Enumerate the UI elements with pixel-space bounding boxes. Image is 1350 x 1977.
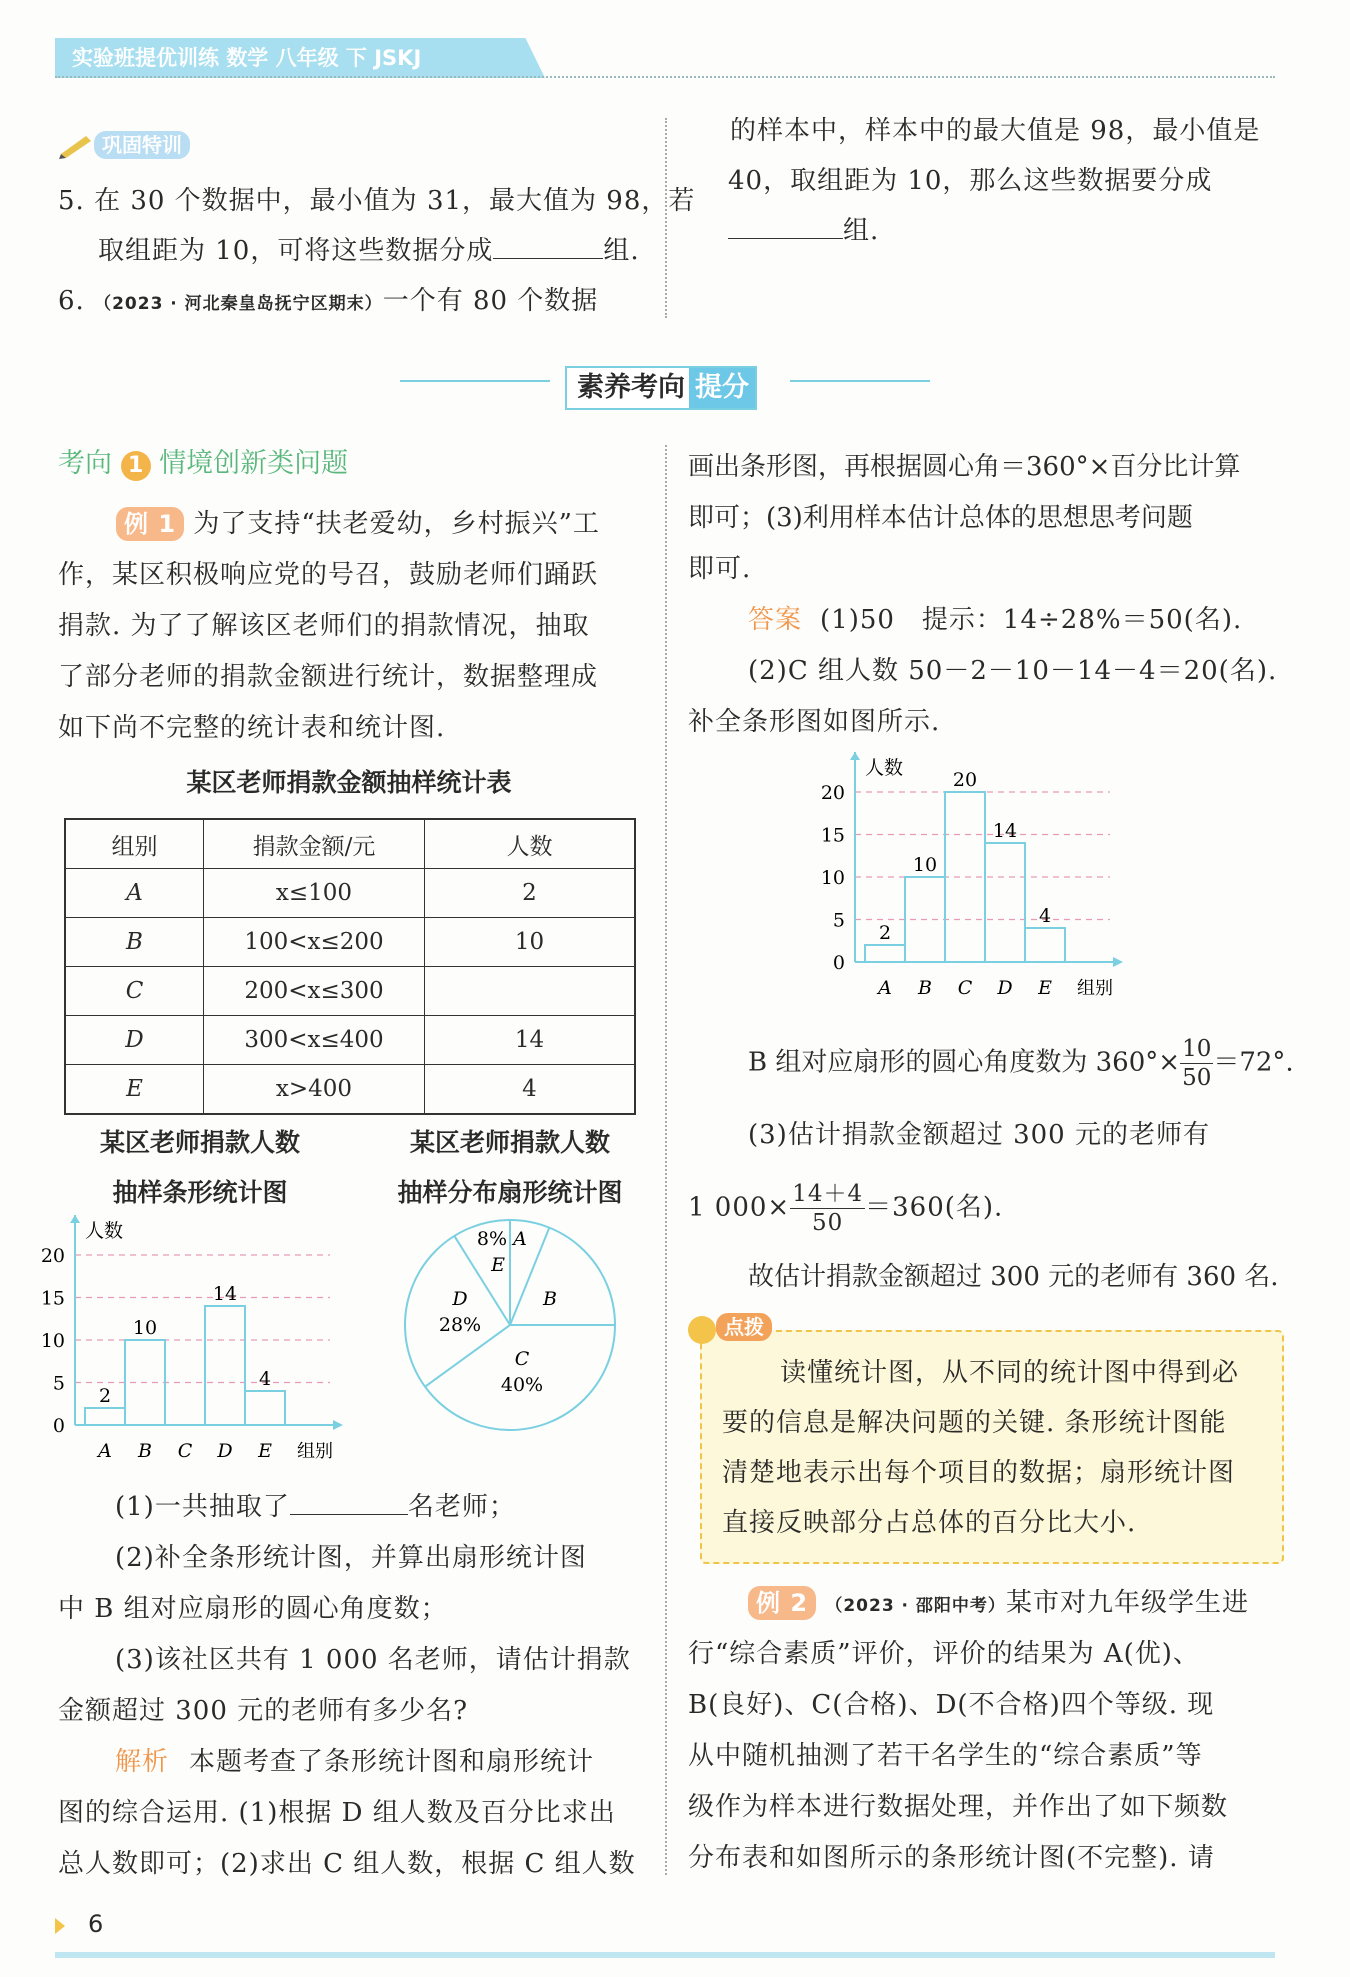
q1-text-end: 名老师； (407, 1492, 516, 1522)
estimate-line (688, 1180, 1003, 1237)
section-title: 情境创新类问题 (159, 448, 349, 479)
banner-line-right (790, 380, 930, 382)
answer-1: (1)50 提示：14÷28%＝50(名). (820, 605, 1243, 635)
q5-answer-blank[interactable] (493, 232, 603, 259)
bar-value-label: 4 (1038, 905, 1052, 927)
header-title: 实验班提优训练 数学 八年级 下 JSKJ (72, 46, 422, 70)
x-axis-label: 组别 (297, 1441, 333, 1462)
bar (85, 1408, 125, 1425)
example1-line1 (58, 499, 600, 549)
analysis-text: 本题考查了条形统计图和扇形统计 (189, 1747, 595, 1777)
example2-line4: 从中随机抽测了若干名学生的“综合素质”等 (688, 1741, 1203, 1771)
x-tick-label: C (957, 977, 973, 999)
section-banner (565, 366, 757, 410)
x-tick-label: C (177, 1440, 193, 1462)
table-cell: A (65, 869, 204, 918)
table-row (65, 869, 635, 918)
table-cell (425, 967, 636, 1016)
example2-source: （2023 · 邵阳中考） (825, 1596, 1006, 1616)
y-tick-label: 0 (52, 1415, 65, 1437)
fraction-denominator: 50 (812, 1210, 844, 1236)
answer-line2: (2)C 组人数 50－2－10－14－4＝20(名). (748, 656, 1278, 686)
answer-3-conclusion: 故估计捐款金额超过 300 元的老师有 360 名. (748, 1262, 1279, 1292)
bar (865, 945, 905, 962)
x-axis-arrow (1113, 957, 1123, 967)
y-tick-label: 5 (52, 1372, 65, 1395)
x-axis-arrow (333, 1420, 343, 1430)
example1-badge: 例 1 (116, 507, 184, 541)
tip-line4: 直接反映部分占总体的百分比大小. (722, 1508, 1137, 1538)
bar-chart-incomplete (30, 1215, 375, 1475)
q2-line2: 中 B 组对应扇形的圆心角度数； (58, 1594, 448, 1624)
answer-label: 答案 (748, 605, 803, 635)
banner-line-left (400, 380, 550, 382)
example1-line4: 了部分老师的捐款金额进行统计，数据整理成 (58, 662, 599, 692)
pie-chart-title-2: 抽样分布扇形统计图 (397, 1178, 623, 1207)
angle-line (748, 1035, 1294, 1092)
table-cell: D (65, 1016, 204, 1065)
q6-number: 6. (58, 286, 85, 316)
table-row (65, 967, 635, 1016)
question-6-line4 (728, 206, 879, 256)
tip-line3: 清楚地表示出每个项目的数据；扇形统计图 (722, 1458, 1236, 1488)
example1-line5: 如下尚不完整的统计表和统计图. (58, 713, 446, 743)
y-tick-label: 15 (40, 1287, 65, 1310)
analysis-cont-line2: 即可；(3)利用样本估计总体的思想思考问题 (688, 503, 1193, 533)
footer-band (55, 1952, 1275, 1958)
analysis-cont-line3: 即可. (688, 554, 752, 584)
pie-chart (395, 1215, 635, 1440)
bar (1025, 928, 1065, 962)
table-cell: C (65, 967, 204, 1016)
estimate-fraction (790, 1180, 865, 1237)
x-tick-label: A (98, 1440, 112, 1462)
y-tick-label: 10 (40, 1330, 65, 1352)
y-tick-label: 5 (832, 909, 845, 932)
q3-line1: (3)该社区共有 1 000 名老师，请估计捐款 (115, 1645, 631, 1675)
bar-value-label: 10 (132, 1317, 158, 1339)
table-cell: 200<x≤300 (204, 967, 425, 1016)
bar-value-label: 20 (952, 769, 978, 791)
table-title: 某区老师捐款金额抽样统计表 (186, 768, 512, 797)
bar-value-label: 2 (878, 922, 892, 944)
angle-text: B 组对应扇形的圆心角度数为 360°× (748, 1047, 1181, 1078)
q6-answer-blank[interactable] (728, 212, 843, 239)
bar-chart-title-2: 抽样条形统计图 (112, 1178, 288, 1207)
analysis-line1 (115, 1737, 594, 1787)
bar-value-label: 14 (212, 1283, 238, 1305)
example2-line2: 行“综合素质”评价，评价的结果为 A(优)、 (688, 1639, 1200, 1669)
answer-line3: 补全条形图如图所示. (688, 707, 941, 737)
q6-text-end: 组. (843, 216, 880, 246)
bar-value-label: 14 (992, 820, 1018, 842)
q6-source: （2023 · 河北秦皇岛抚宁区期末） (94, 294, 383, 314)
example2-badge: 例 2 (748, 1586, 816, 1620)
question-5-line1: 5. 在 30 个数据中，最小值为 31，最大值为 98，若 (58, 186, 696, 216)
page-marker-icon (55, 1918, 65, 1934)
bar-value-label: 10 (912, 854, 938, 876)
stat-table (64, 818, 636, 1115)
example1-line2: 作，某区积极响应党的号召，鼓励老师们踊跃 (58, 560, 599, 590)
y-axis-arrow (850, 752, 860, 760)
pie-percent-label: 40% (500, 1374, 544, 1396)
table-cell: 300<x≤400 (204, 1016, 425, 1065)
q6-text: 一个有 80 个数据 (382, 286, 599, 316)
section-number: 1 (121, 451, 151, 481)
table-cell: x>400 (204, 1065, 425, 1115)
page-number: 6 (88, 1910, 104, 1938)
fraction-numerator: 14＋4 (792, 1181, 864, 1207)
y-tick-label: 20 (40, 1245, 65, 1267)
table-row (65, 1065, 635, 1115)
x-tick-label: E (1038, 977, 1052, 999)
table-cell: 100<x≤200 (204, 918, 425, 967)
q5-text: 取组距为 10，可将这些数据分成 (98, 236, 494, 266)
banner-highlight: 提分 (689, 368, 755, 408)
example1-line3: 捐款. 为了了解该区老师们的捐款情况，抽取 (58, 611, 590, 641)
fraction-numerator: 10 (1182, 1036, 1212, 1062)
x-tick-label: D (217, 1440, 233, 1462)
q1-text: (1)一共抽取了 (115, 1492, 290, 1522)
example2-line1 (748, 1578, 1249, 1631)
q3-line2: 金额超过 300 元的老师有多少名? (58, 1696, 469, 1726)
example1-text: 为了支持“扶老爱幼，乡村振兴”工 (193, 509, 600, 539)
x-tick-label: E (258, 1440, 272, 1462)
pie-percent-label: 8% (476, 1228, 508, 1250)
pie-percent-label: 28% (438, 1314, 482, 1336)
analysis-line2: 图的综合运用. (1)根据 D 组人数及百分比求出 (58, 1798, 616, 1828)
question-6-line3: 40，取组距为 10，那么这些数据要分成 (728, 166, 1213, 196)
bar-chart-complete (810, 752, 1155, 1012)
answer-3-line: (3)估计捐款金额超过 300 元的老师有 (748, 1120, 1210, 1150)
bar-value-label: 2 (98, 1385, 112, 1407)
table-row (65, 918, 635, 967)
x-tick-label: B (138, 1440, 152, 1462)
q2-line1: (2)补全条形统计图，并算出扇形统计图 (115, 1543, 587, 1573)
bar (245, 1391, 285, 1425)
tip-line2: 要的信息是解决问题的关键. 条形统计图能 (722, 1408, 1227, 1438)
estimate-text: 1 000× (688, 1192, 791, 1223)
pie-chart-title-1: 某区老师捐款人数 (409, 1128, 610, 1157)
table-cell: 10 (425, 918, 636, 967)
tip-label-wrap (688, 1313, 772, 1344)
practice-tag-label: 巩固特训 (94, 131, 190, 159)
table-header: 捐款金额/元 (204, 819, 425, 869)
table-cell: B (65, 918, 204, 967)
question-6-line2: 的样本中，样本中的最大值是 98，最小值是 (730, 116, 1261, 146)
example2-line3: B(良好)、C(合格)、D(不合格)四个等级. 现 (688, 1690, 1215, 1720)
pie-slice-label: E (491, 1254, 505, 1276)
bar-value-label: 4 (258, 1368, 272, 1390)
pie-slice-label: A (513, 1228, 527, 1250)
angle-fraction (1180, 1035, 1213, 1092)
tip-label: 点拨 (716, 1313, 772, 1341)
x-tick-label: B (918, 977, 932, 999)
section-label: 考向 (58, 448, 112, 479)
q5-text-end: 组. (603, 236, 640, 266)
y-tick-label: 15 (820, 824, 845, 847)
pie-slice-label: B (543, 1288, 557, 1310)
table-cell: E (65, 1065, 204, 1115)
q1-line (115, 1482, 516, 1532)
example2-text: 某市对九年级学生进 (1005, 1588, 1249, 1618)
angle-result: ＝72°. (1213, 1047, 1294, 1078)
table-cell: 4 (425, 1065, 636, 1115)
y-tick-label: 10 (820, 867, 845, 889)
analysis-cont-line1: 画出条形图，再根据圆心角＝360°×百分比计算 (688, 452, 1241, 482)
header-rule (55, 76, 1275, 78)
table-header-row (65, 819, 635, 869)
table-row (65, 1016, 635, 1065)
x-tick-label: A (878, 977, 892, 999)
pie-slice-label: C (514, 1348, 530, 1370)
pie-slice-label: D (452, 1288, 468, 1310)
y-axis-arrow (70, 1215, 80, 1223)
analysis-label: 解析 (115, 1747, 170, 1777)
tip-line1: 读懂统计图，从不同的统计图中得到必 (780, 1358, 1240, 1388)
example2-line6: 分布表和如图所示的条形统计图(不完整). 请 (688, 1843, 1215, 1873)
table-header: 人数 (425, 819, 636, 869)
question-6-line1 (58, 276, 598, 329)
x-tick-label: D (997, 977, 1013, 999)
answer-line1 (748, 595, 1242, 645)
y-axis-label: 人数 (865, 757, 904, 779)
banner-text: 素养考向 (577, 372, 685, 403)
y-tick-label: 20 (820, 782, 845, 804)
column-divider-2 (665, 445, 667, 1875)
y-axis-label: 人数 (85, 1220, 124, 1242)
x-axis-label: 组别 (1077, 978, 1113, 999)
table-cell: 14 (425, 1016, 636, 1065)
y-tick-label: 0 (832, 952, 845, 974)
q1-answer-blank[interactable] (290, 1488, 408, 1515)
analysis-line3: 总人数即可；(2)求出 C 组人数，根据 C 组人数 (58, 1849, 636, 1879)
table-header: 组别 (65, 819, 204, 869)
bar (985, 843, 1025, 962)
table-cell: 2 (425, 869, 636, 918)
question-5-line2 (98, 226, 640, 276)
table-cell: x≤100 (204, 869, 425, 918)
fraction-denominator: 50 (1182, 1065, 1212, 1091)
example2-line5: 级作为样本进行数据处理，并作出了如下频数 (688, 1792, 1229, 1822)
estimate-result: ＝360(名). (865, 1192, 1004, 1223)
section-heading (58, 444, 348, 484)
lightbulb-icon (688, 1316, 716, 1344)
pencil-icon (58, 130, 94, 160)
practice-tag (58, 130, 190, 160)
bar-chart-title-1: 某区老师捐款人数 (99, 1128, 300, 1157)
bar (205, 1306, 245, 1425)
